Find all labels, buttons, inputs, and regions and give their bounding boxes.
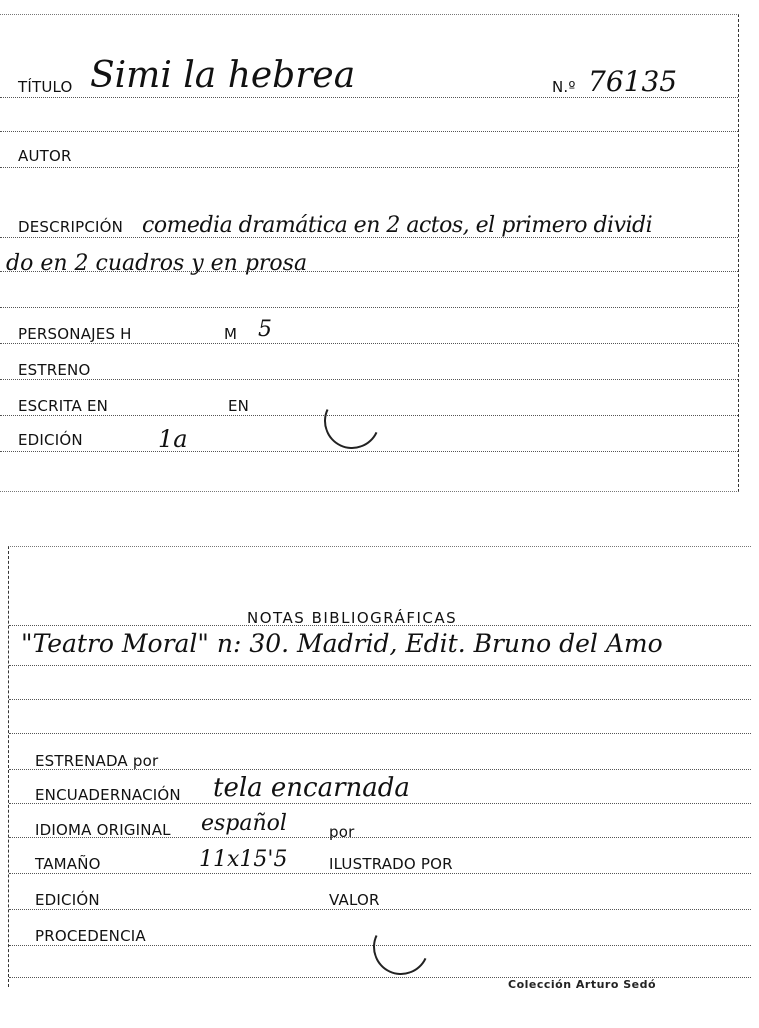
por-label: por <box>329 823 355 841</box>
notas-label: NOTAS BIBLIOGRÁFICAS <box>247 609 458 627</box>
descripcion-value-line1: comedia dramática en 2 actos, el primero dividi <box>142 213 653 238</box>
estrenada-label: ESTRENADA por <box>35 752 159 770</box>
titulo-label: TÍTULO <box>18 78 73 96</box>
idioma-label: IDIOMA ORIGINAL <box>35 821 171 839</box>
tamano-value: 11x15'5 <box>199 847 288 872</box>
numero-label: N.º <box>552 78 576 96</box>
rule-line <box>0 379 738 380</box>
rule-line <box>9 699 751 700</box>
rule-line <box>9 909 751 910</box>
estreno-label: ESTRENO <box>18 361 91 379</box>
edicion-value: 1a <box>158 425 188 453</box>
rule-line <box>0 167 738 168</box>
catalog-card-top <box>0 14 739 492</box>
notas-value: "Teatro Moral" n: 30. Madrid, Edit. Bruno del Amo <box>21 629 663 658</box>
rule-line <box>0 451 738 452</box>
m-label: M <box>224 325 238 343</box>
procedencia-label: PROCEDENCIA <box>35 927 146 945</box>
rule-line <box>9 873 751 874</box>
descripcion-value-line2: do en 2 cuadros y en prosa <box>6 251 308 276</box>
titulo-value: Simi la hebrea <box>90 55 356 96</box>
punch-hole-mark <box>316 385 388 457</box>
rule-line <box>0 131 738 132</box>
collection-footer: Colección Arturo Sedó <box>508 978 657 991</box>
punch-hole-mark <box>365 911 437 983</box>
rule-line <box>9 665 751 666</box>
m-value: 5 <box>258 317 272 342</box>
rule-line <box>0 343 738 344</box>
tamano-label: TAMAÑO <box>35 855 101 873</box>
encuadernacion-value: tela encarnada <box>213 773 410 803</box>
edicion-label-2: EDICIÓN <box>35 891 100 909</box>
rule-line <box>0 307 738 308</box>
autor-label: AUTOR <box>18 147 72 165</box>
escrita-label: ESCRITA EN <box>18 397 109 415</box>
idioma-value: español <box>201 811 287 836</box>
catalog-card-bottom <box>8 546 751 987</box>
numero-value: 76135 <box>588 65 678 98</box>
rule-line <box>9 733 751 734</box>
ilustrado-label: ILUSTRADO POR <box>329 855 453 873</box>
descripcion-label: DESCRIPCIÓN <box>18 218 124 236</box>
personajes-label: PERSONAJES H <box>18 325 132 343</box>
en-label: EN <box>228 397 250 415</box>
edicion-label: EDICIÓN <box>18 431 83 449</box>
encuadernacion-label: ENCUADERNACIÓN <box>35 786 181 804</box>
valor-label: VALOR <box>329 891 380 909</box>
